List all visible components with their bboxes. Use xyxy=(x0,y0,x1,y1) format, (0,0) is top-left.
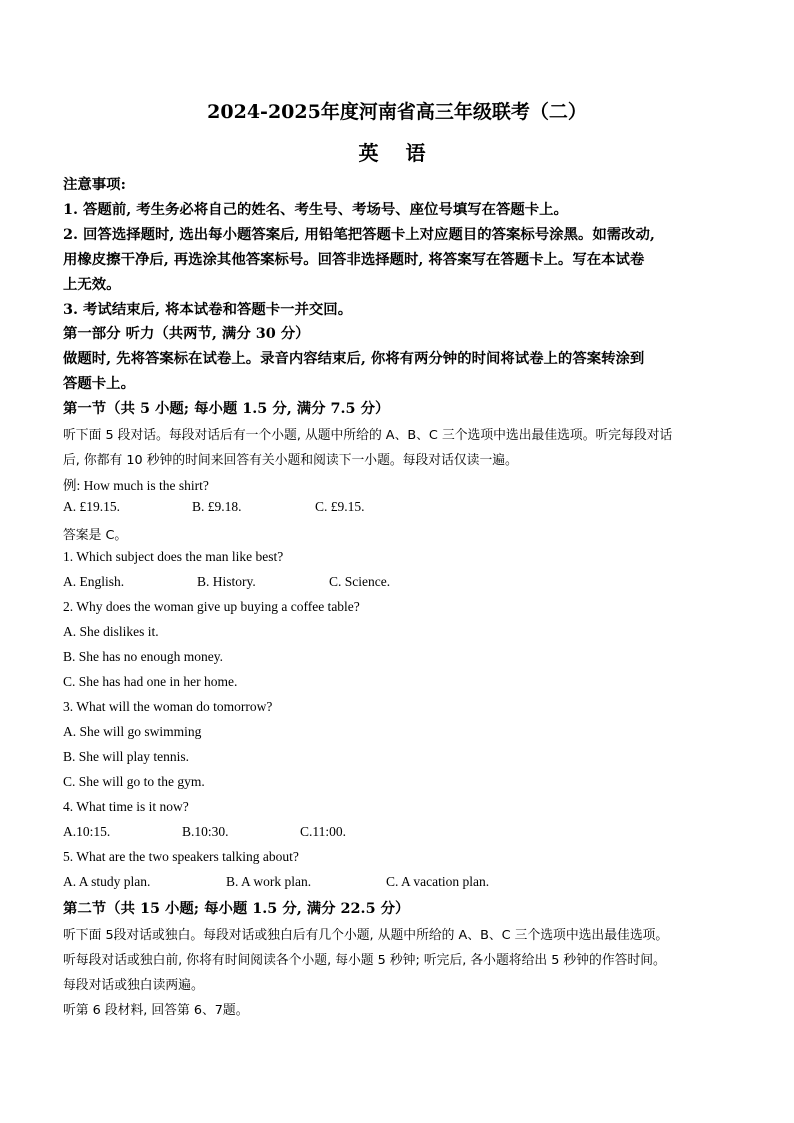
subject-title: 英 语 xyxy=(358,141,436,165)
question-1-option-a: A. English. xyxy=(63,574,125,589)
example-question: 例: How much is the shirt? xyxy=(63,478,209,493)
material-6-instruction: 听第 6 段材料, 回答第 6、7题。 xyxy=(63,1003,249,1018)
part1-instruction-line-2: 答题卡上。 xyxy=(63,375,135,392)
note-2-line-1: 2. 回答选择题时, 选出每小题答案后, 用铅笔把答题卡上对应题目的答案标号涂黑。如需改动, xyxy=(63,226,655,243)
question-3-option-c: C. She will go to the gym. xyxy=(63,774,205,789)
question-3: 3. What will the woman do tomorrow? xyxy=(63,699,273,714)
note-3: 3. 考试结束后, 将本试卷和答题卡一并交回。 xyxy=(63,301,353,318)
question-4-option-b: B.10:30. xyxy=(182,824,229,839)
section1-instruction-line-1: 听下面 5 段对话。每段对话后有一个小题, 从题中所给的 A、B、C 三个选项中选出最佳选项。听完每段对话 xyxy=(63,428,673,443)
question-1-option-b: B. History. xyxy=(197,574,256,589)
question-1-option-c: C. Science. xyxy=(329,574,391,589)
question-2-option-a: A. She dislikes it. xyxy=(63,624,159,639)
question-2-option-c: C. She has had one in her home. xyxy=(63,674,238,689)
note-2-line-3: 上无效。 xyxy=(63,276,121,293)
question-2: 2. Why does the woman give up buying a coffee table? xyxy=(63,599,360,614)
question-1: 1. Which subject does the man like best? xyxy=(63,549,284,564)
exam-title: 2024-2025年度河南省高三年级联考（二） xyxy=(207,101,587,123)
notes-heading: 注意事项: xyxy=(63,176,126,193)
question-5-option-c: C. A vacation plan. xyxy=(386,874,490,889)
question-5: 5. What are the two speakers talking about? xyxy=(63,849,299,864)
question-5-option-b: B. A work plan. xyxy=(226,874,312,889)
question-3-option-a: A. She will go swimming xyxy=(63,724,202,739)
question-5-option-a: A. A study plan. xyxy=(63,874,151,889)
section2-heading: 第二节（共 15 小题; 每小题 1.5 分, 满分 22.5 分） xyxy=(63,900,410,917)
example-answer: 答案是 C。 xyxy=(63,528,128,543)
part1-instruction-line-1: 做题时, 先将答案标在试卷上。录音内容结束后, 你将有两分钟的时间将试卷上的答案转涂到 xyxy=(63,350,645,367)
question-4-option-c: C.11:00. xyxy=(300,824,347,839)
example-option-b: B. £9.18. xyxy=(192,499,242,514)
part1-heading: 第一部分 听力（共两节, 满分 30 分） xyxy=(63,325,310,342)
note-2-line-2: 用橡皮擦干净后, 再选涂其他答案标号。回答非选择题时, 将答案写在答题卡上。写在本试卷 xyxy=(63,251,645,268)
question-4-option-a: A.10:15. xyxy=(63,824,111,839)
section2-instruction-line-1: 听下面 5段对话或独白。每段对话或独白后有几个小题, 从题中所给的 A、B、C 三个选项中选出最佳选项。 xyxy=(63,928,669,943)
question-3-option-b: B. She will play tennis. xyxy=(63,749,189,764)
example-option-a: A. £19.15. xyxy=(63,499,120,514)
note-1: 1. 答题前, 考生务必将自己的姓名、考生号、考场号、座位号填写在答题卡上。 xyxy=(63,201,568,218)
question-4: 4. What time is it now? xyxy=(63,799,189,814)
section2-instruction-line-2: 听每段对话或独白前, 你将有时间阅读各个小题, 每小题 5 秒钟; 听完后, 各小题将给出 5 秒钟的作答时间。 xyxy=(63,953,666,968)
section2-instruction-line-3: 每段对话或独白读两遍。 xyxy=(63,978,204,993)
example-option-c: C. £9.15. xyxy=(315,499,365,514)
section1-heading: 第一节（共 5 小题; 每小题 1.5 分, 满分 7.5 分） xyxy=(63,400,390,417)
question-2-option-b: B. She has no enough money. xyxy=(63,649,223,664)
section1-instruction-line-2: 后, 你都有 10 秒钟的时间来回答有关小题和阅读下一小题。每段对话仅读一遍。 xyxy=(63,453,518,468)
